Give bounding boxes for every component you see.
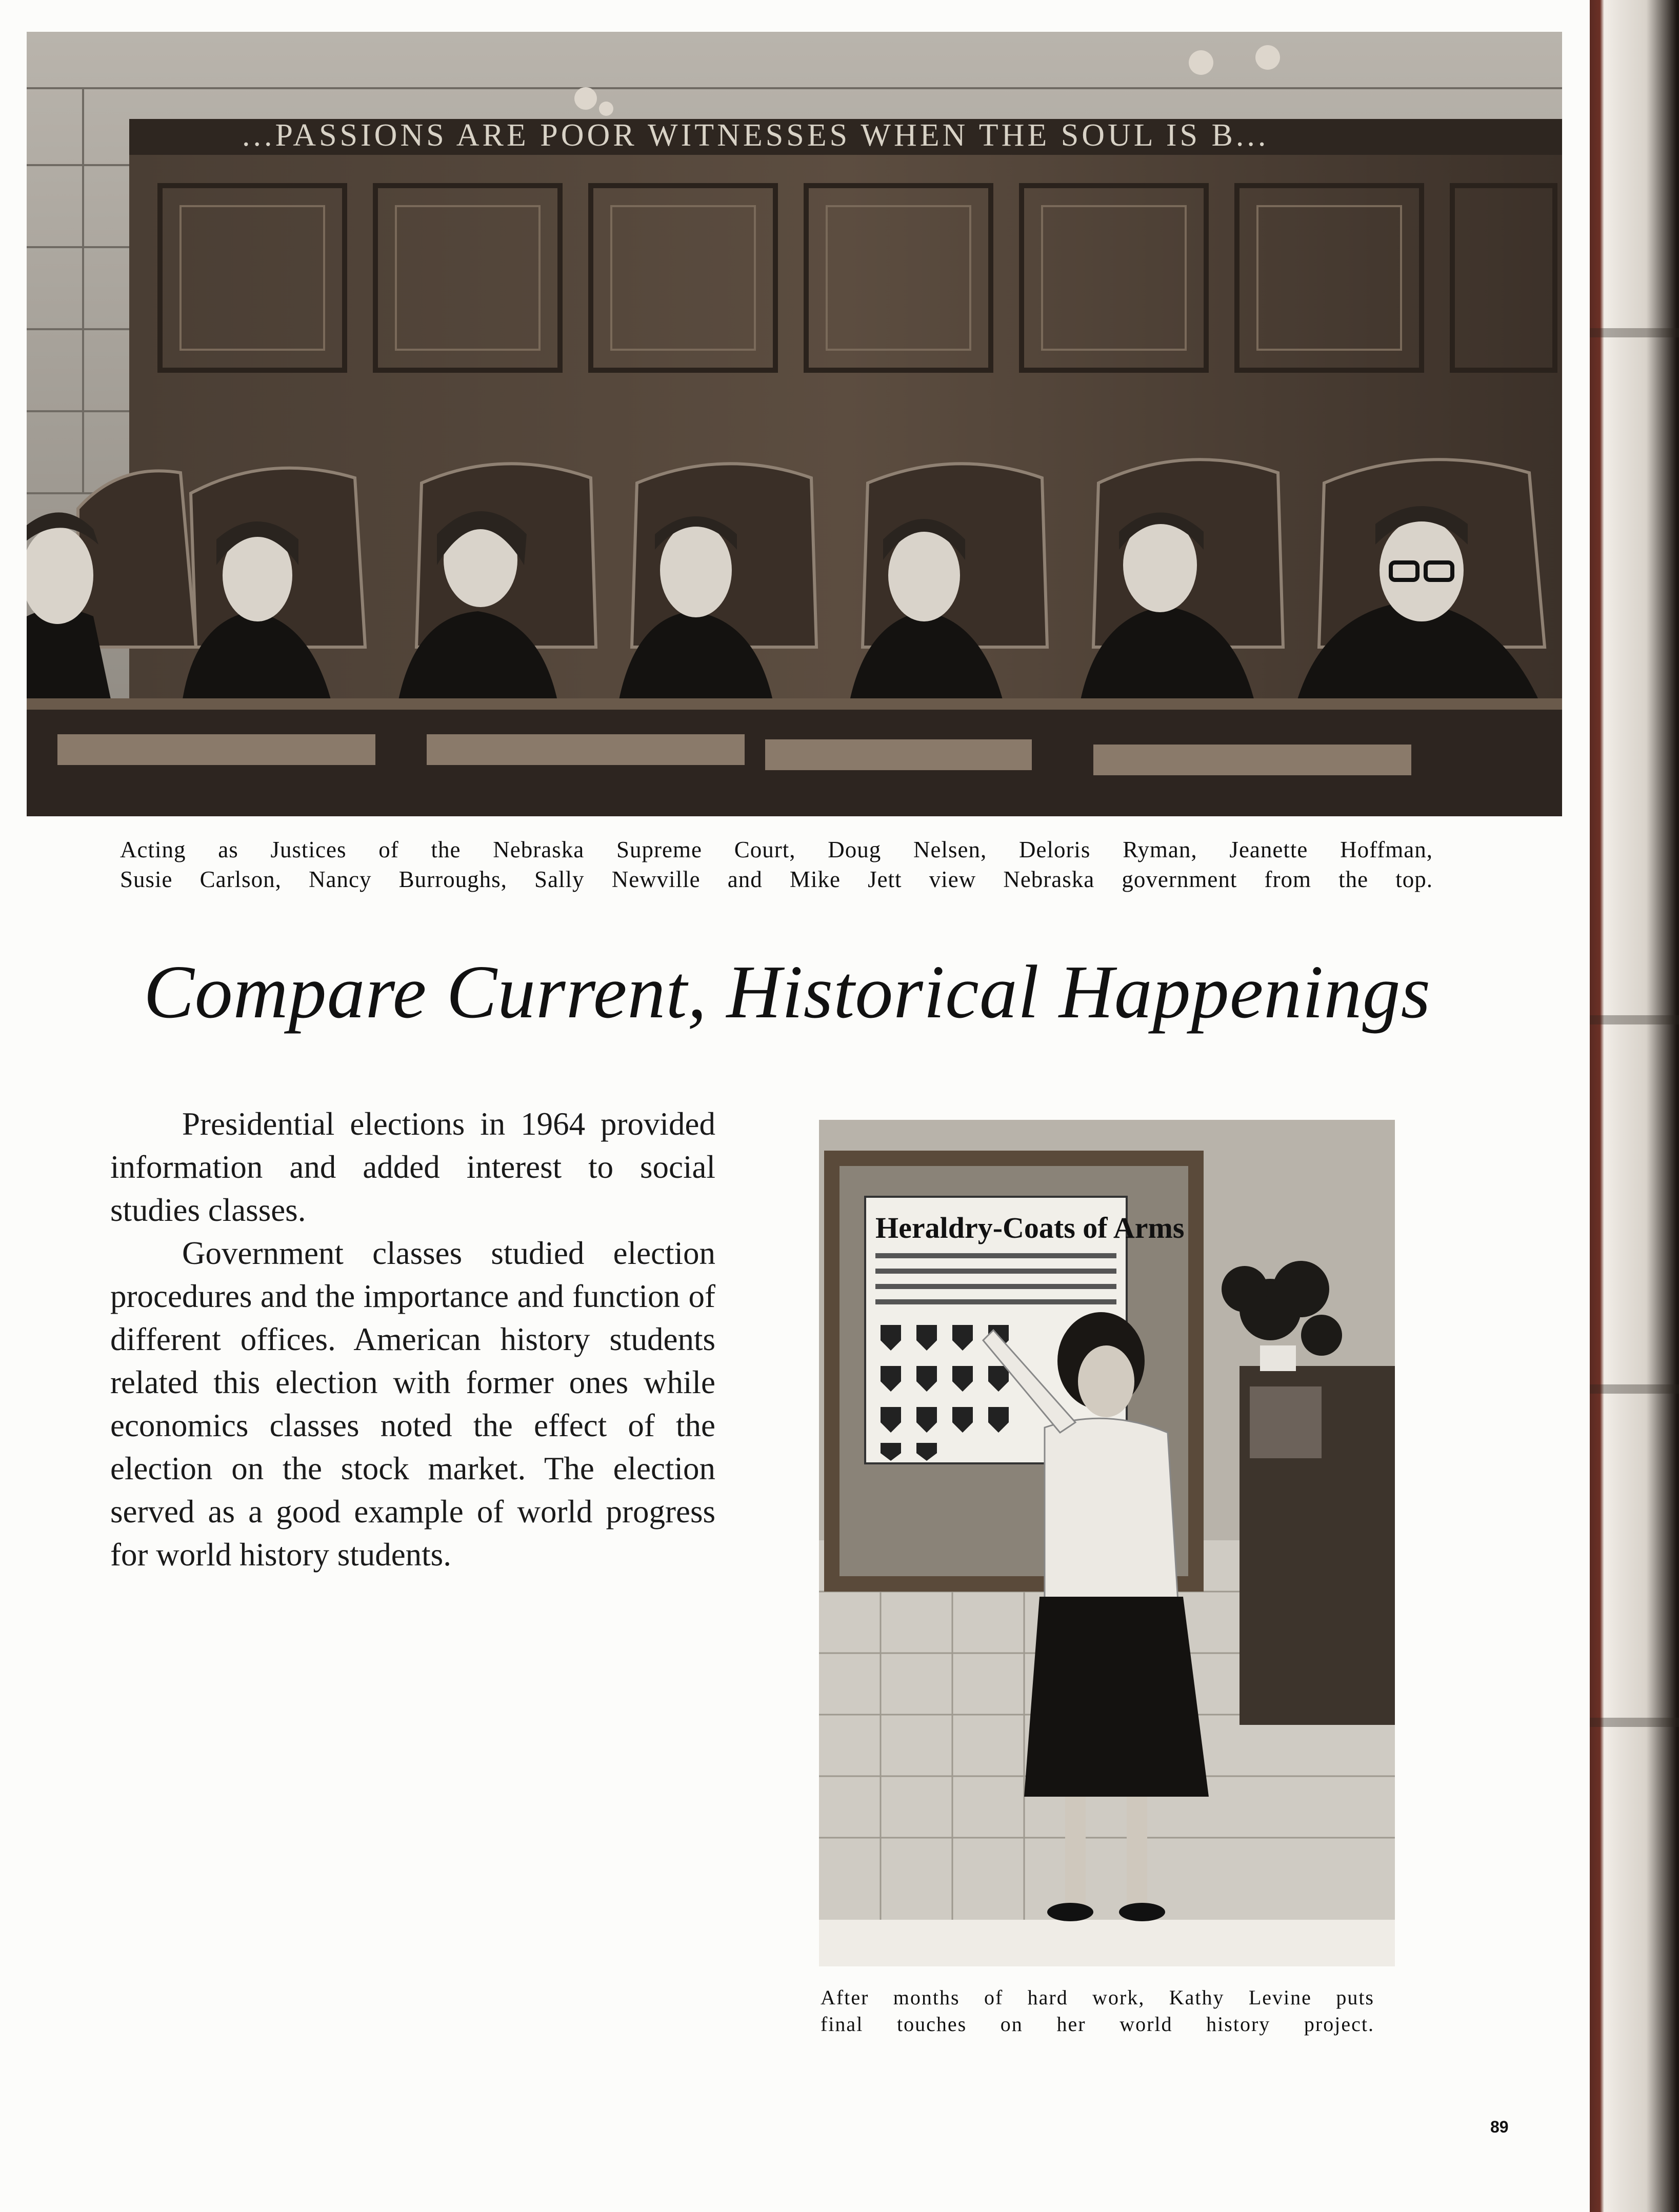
article-paragraph-2: Government classes studied election procedures and the importance and function of different offices. American history students related this election with former ones while economics classes noted the effect of the election on the stock market. The election served as a good example of world progress for world history students. xyxy=(110,1235,715,1573)
bottom-caption-line-2: final touches on her world history project. xyxy=(821,2013,1374,2036)
bottom-caption-line-1: After months of hard work, Kathy Levine puts xyxy=(821,1986,1374,2009)
page-headline: Compare Current, Historical Happenings xyxy=(144,950,1431,1034)
article-body xyxy=(110,1102,715,1576)
heraldry-project-photo xyxy=(819,1120,1395,1966)
page-number: 89 xyxy=(1490,2118,1509,2136)
bottom-photo-caption xyxy=(821,1984,1374,2038)
poster-title: Heraldry-Coats of Arms xyxy=(875,1211,1185,1244)
top-photo-caption xyxy=(120,835,1433,894)
article-paragraph-1: Presidential elections in 1964 provided information and added interest to social studies classes. xyxy=(110,1106,715,1228)
top-caption-line-1: Acting as Justices of the Nebraska Supreme Court, Doug Nelsen, Deloris Ryman, Jeanette Hoffman, xyxy=(120,837,1433,862)
top-caption-line-2: Susie Carlson, Nancy Burroughs, Sally Newville and Mike Jett view Nebraska government from the top. xyxy=(120,867,1433,892)
supreme-court-photo xyxy=(27,32,1562,816)
bench-inscription: ...PASSIONS ARE POOR WITNESSES WHEN THE SOUL IS B... xyxy=(242,118,1269,153)
book-binding-edge xyxy=(1590,0,1679,2212)
